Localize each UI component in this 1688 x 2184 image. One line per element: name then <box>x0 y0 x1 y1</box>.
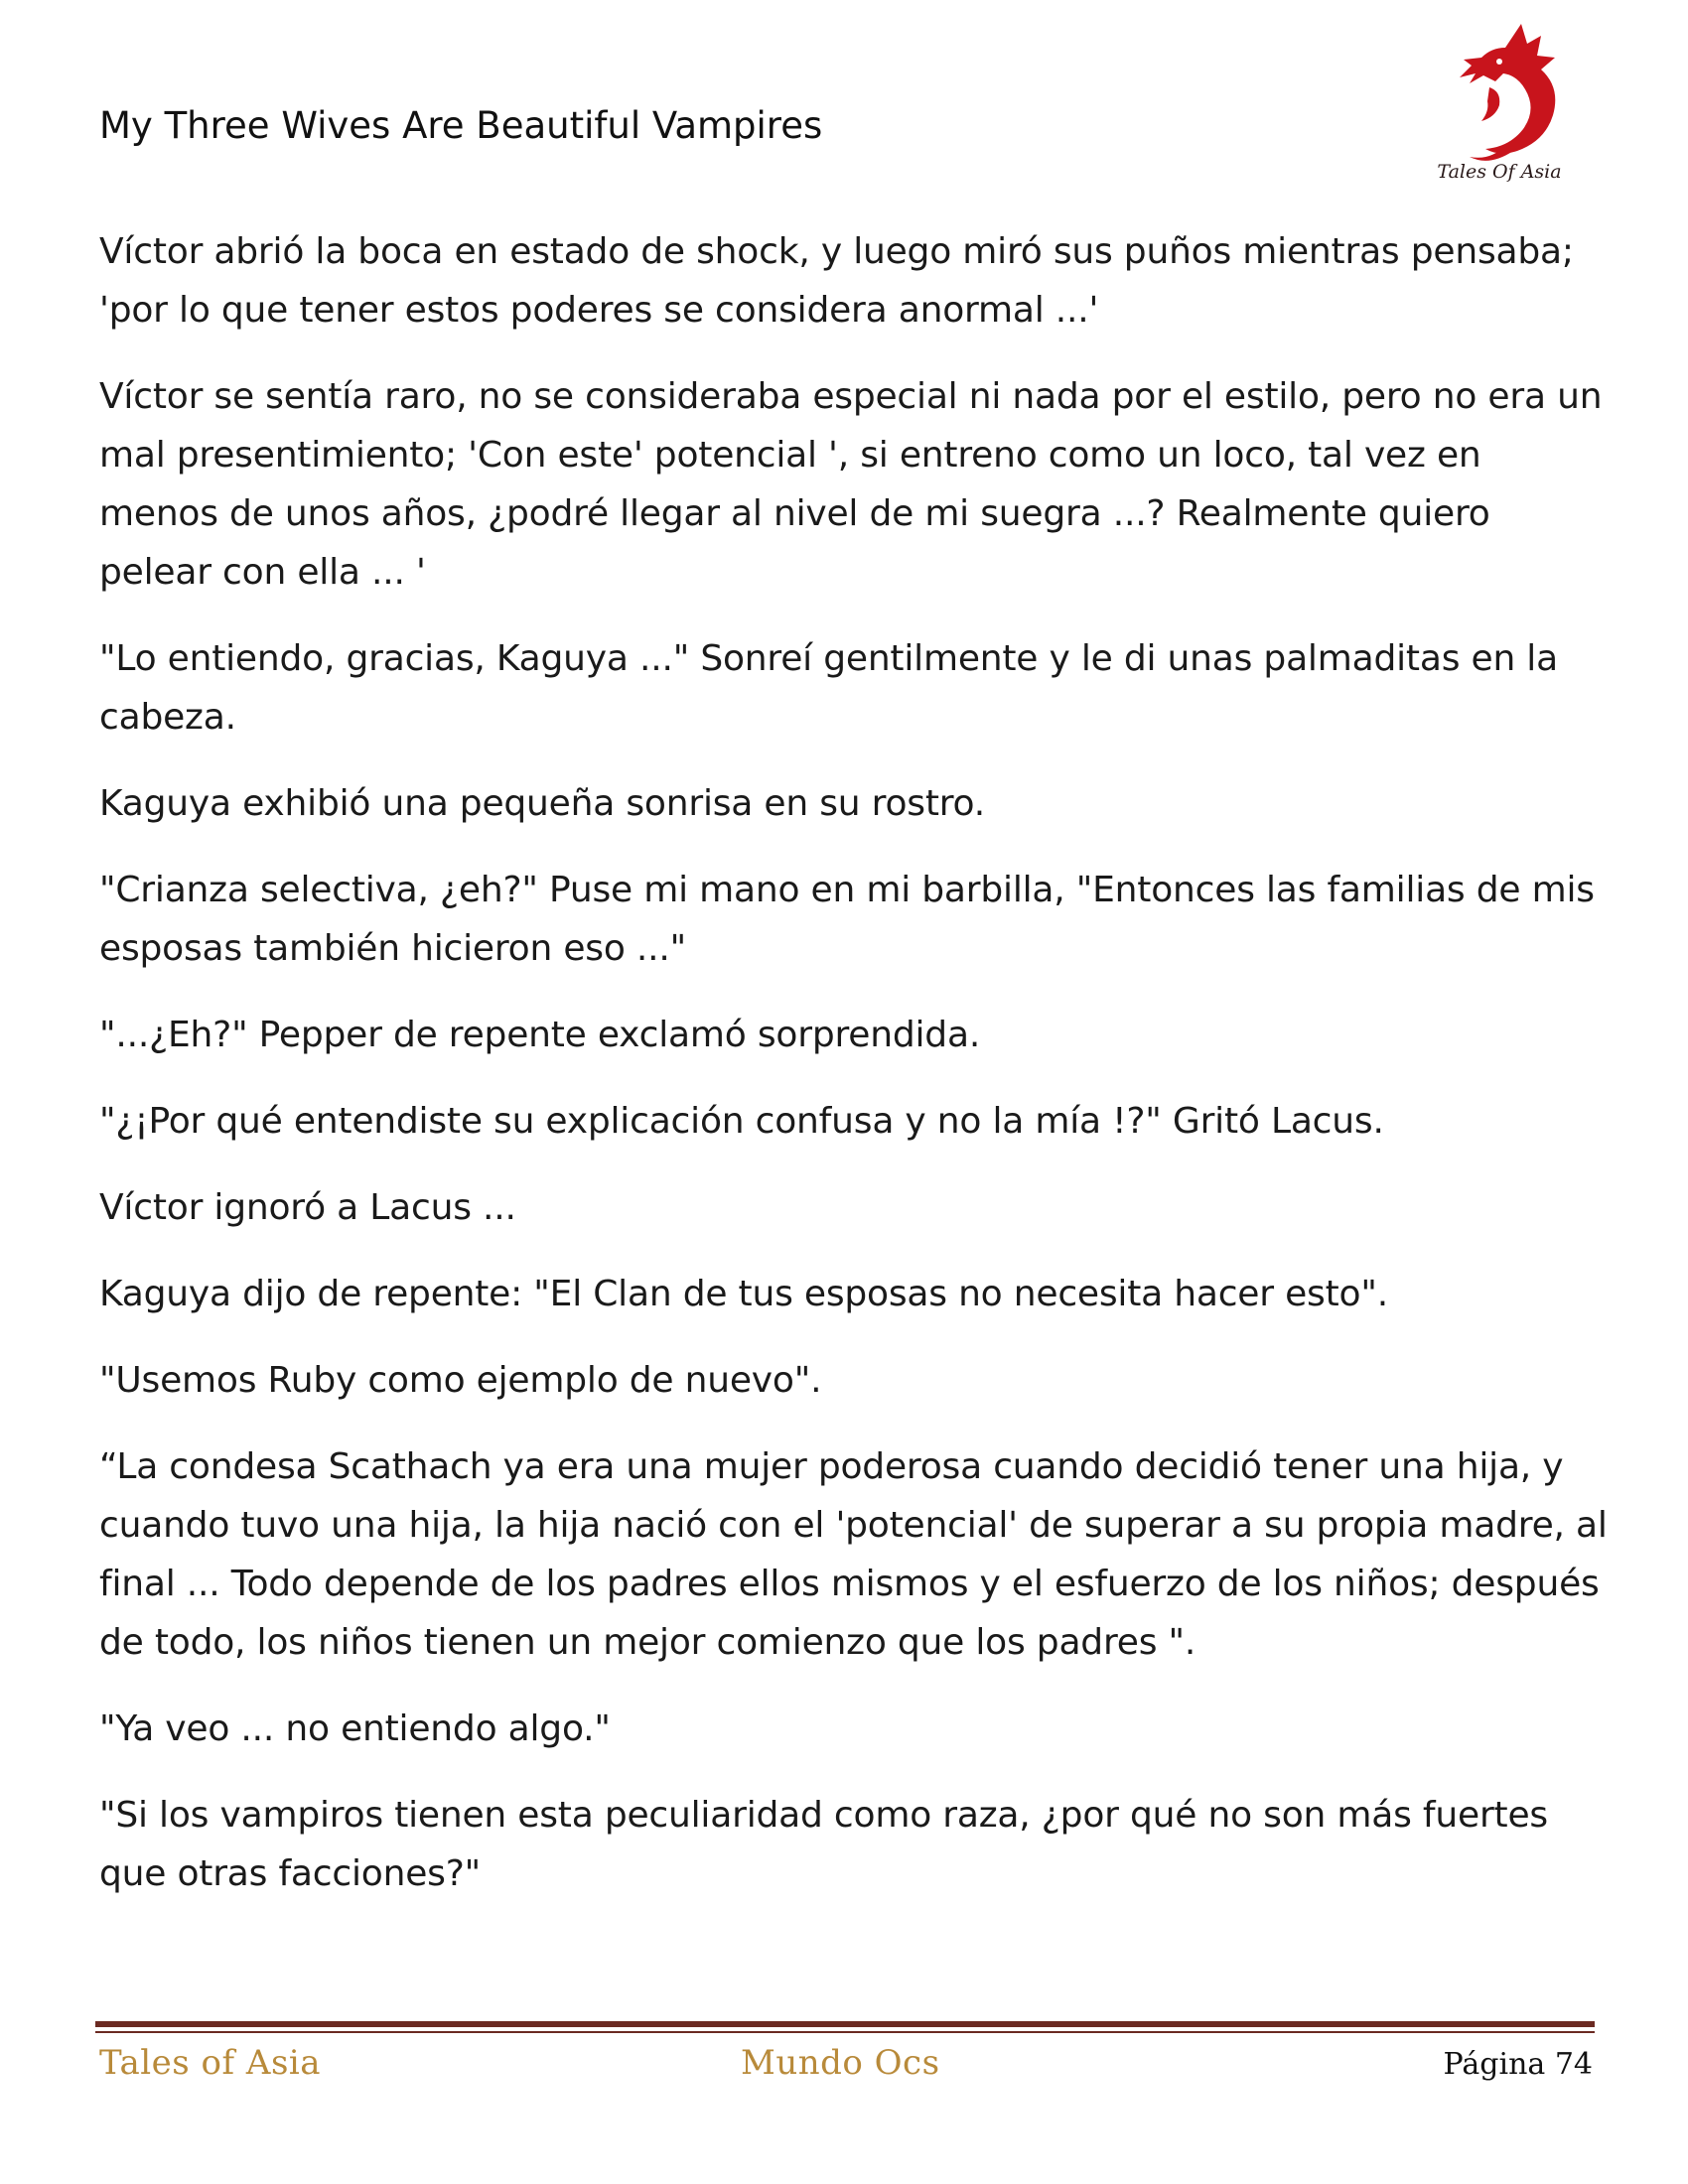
page-header-title: My Three Wives Are Beautiful Vampires <box>99 104 823 147</box>
paragraph: "Ya veo ... no entiendo algo." <box>99 1708 611 1749</box>
paragraph: Víctor ignoró a Lacus ... <box>99 1187 516 1228</box>
tales-of-asia-logo <box>1430 18 1569 185</box>
paragraph: Víctor abrió la boca en estado de shock, y luego miró sus puños mientras pensaba; 'por lo que tener estos poderes se considera anormal ...' <box>99 231 1574 331</box>
logo-text: Tales Of Asia <box>1437 161 1562 183</box>
paragraph: "¿¡Por qué entendiste su explicación confusa y no la mía !?" Gritó Lacus. <box>99 1101 1384 1142</box>
chapter-body <box>99 222 1609 1931</box>
paragraph: “La condesa Scathach ya era una mujer poderosa cuando decidió tener una hija, y cuando tuvo una hija, la hija nació con el 'potencial' de superar a su propia madre, al final ... Todo depende de los padres ellos mismos y el esfuerzo de los niños; después de todo, los niños tienen un mejor comienzo que los padres ". <box>99 1446 1608 1663</box>
footer-publisher: Tales of Asia <box>99 2043 322 2083</box>
paragraph: "Si los vampiros tienen esta peculiaridad como raza, ¿por qué no son más fuertes que otras facciones?" <box>99 1795 1548 1894</box>
paragraph: Víctor se sentía raro, no se consideraba especial ni nada por el estilo, pero no era un mal presentimiento; 'Con este' potencial ', si entreno como un loco, tal vez en menos de unos años, ¿podré llegar al nivel de mi suegra ...? Realmente quiero pelear con ella ... ' <box>99 376 1603 593</box>
paragraph: "Crianza selectiva, ¿eh?" Puse mi mano en mi barbilla, "Entonces las familias de mis esposas también hicieron eso ..." <box>99 870 1595 969</box>
paragraph: Kaguya dijo de repente: "El Clan de tus esposas no necesita hacer esto". <box>99 1274 1388 1314</box>
paragraph: "...¿Eh?" Pepper de repente exclamó sorprendida. <box>99 1015 981 1055</box>
footer-divider <box>95 2021 1595 2027</box>
footer-divider-thin <box>95 2031 1595 2033</box>
paragraph: "Lo entiendo, gracias, Kaguya ..." Sonreí gentilmente y le di unas palmaditas en la cabeza. <box>99 638 1558 738</box>
paragraph: "Usemos Ruby como ejemplo de nuevo". <box>99 1360 822 1401</box>
paragraph: Kaguya exhibió una pequeña sonrisa en su rostro. <box>99 783 985 824</box>
footer-site-name: Mundo Ocs <box>741 2043 940 2083</box>
red-dragon-icon <box>1430 18 1569 185</box>
page-number: Página 74 <box>1443 2047 1593 2082</box>
